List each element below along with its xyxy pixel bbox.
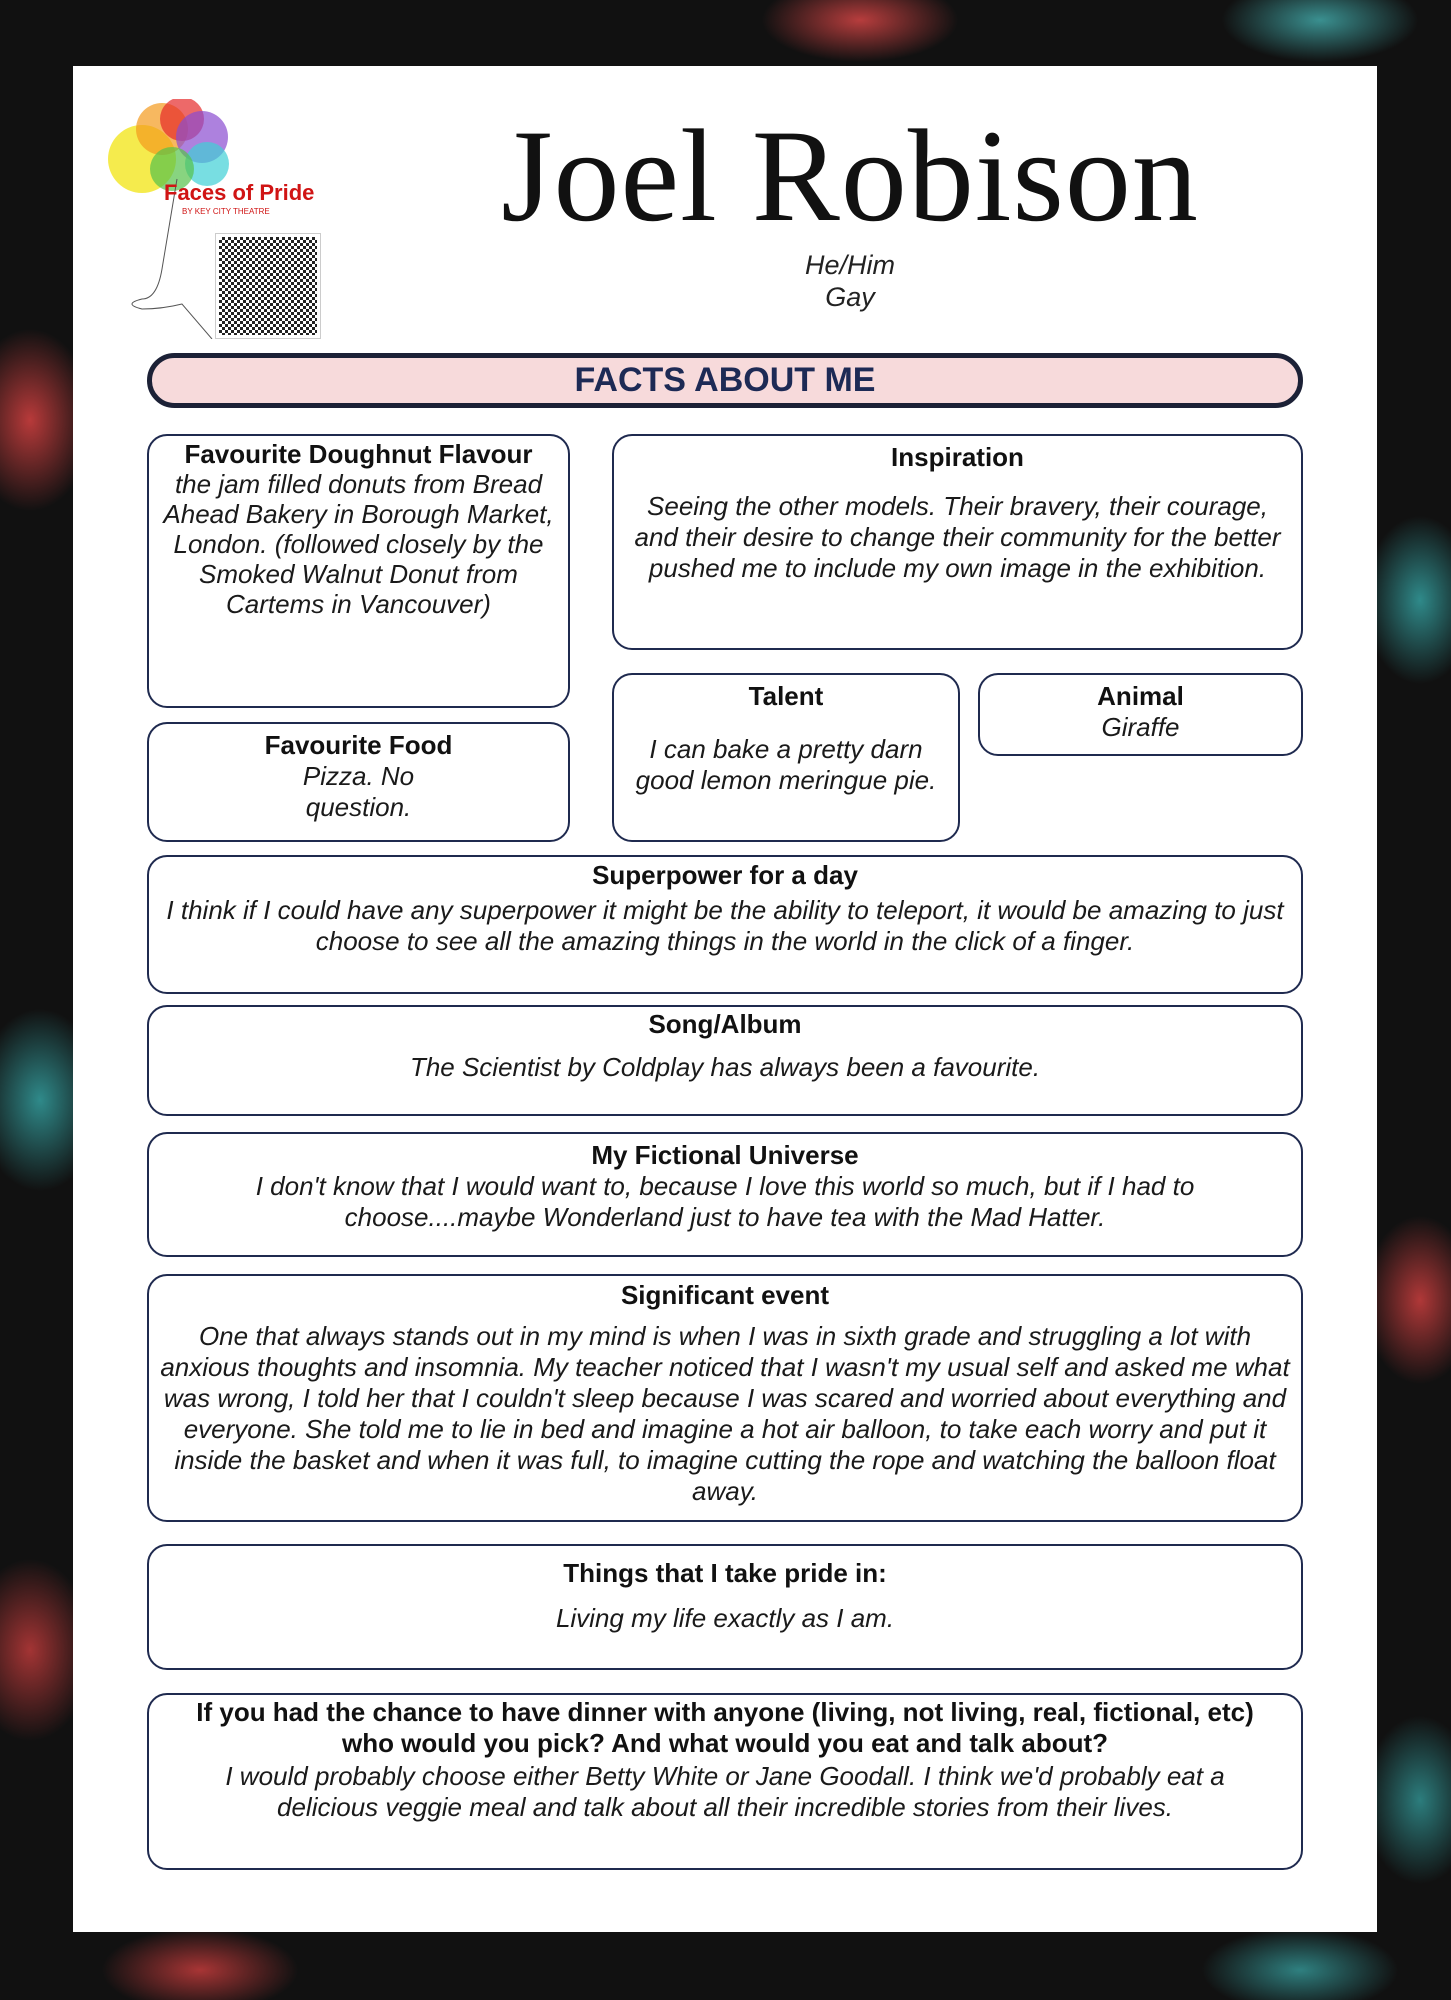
pronouns: He/Him xyxy=(804,250,895,280)
identity: Gay xyxy=(825,282,875,312)
facts-banner: FACTS ABOUT ME xyxy=(147,353,1303,408)
card-title: If you had the chance to have dinner with anyone (living, not living, real, fictional, etc) who would you pick? And what would you eat and talk about? xyxy=(196,1697,1254,1758)
card-text: Pizza. No question. xyxy=(302,761,415,822)
person-name: Joel Robison xyxy=(501,102,1199,249)
card-text: the jam filled donuts from Bread Ahead Bakery in Borough Market, London. (followed closely by the Smoked Walnut Donut from Cartems in Vancouver) xyxy=(163,469,554,619)
animal-card xyxy=(978,673,1303,756)
faces-of-pride-logo xyxy=(102,99,322,339)
card-title: My Fictional Universe xyxy=(591,1140,859,1170)
card-text: I would probably choose either Betty White or Jane Goodall. I think we'd probably eat a delicious veggie meal and talk about all their incredible stories from their lives. xyxy=(225,1761,1225,1822)
significant-event-card xyxy=(147,1274,1303,1522)
card-text: Seeing the other models. Their bravery, their courage, and their desire to change their community for the better pushed me to include my own image in the exhibition. xyxy=(634,491,1281,583)
card-title: Favourite Food xyxy=(264,730,453,760)
talent-card xyxy=(612,673,960,842)
logo-tagline: BY KEY CITY THEATRE xyxy=(182,207,270,216)
dinner-card xyxy=(147,1693,1303,1870)
card-text: I can bake a pretty darn good lemon meringue pie. xyxy=(635,734,937,795)
card-text: Giraffe xyxy=(1101,712,1180,742)
card-title: Superpower for a day xyxy=(592,860,858,890)
card-title: Favourite Doughnut Flavour xyxy=(184,439,533,469)
card-text: I don't know that I would want to, because I love this world so much, but if I had to choose....maybe Wonderland just to have tea with the Mad Hatter. xyxy=(255,1171,1195,1232)
card-title: Song/Album xyxy=(648,1009,802,1039)
pride-card xyxy=(147,1544,1303,1670)
song-card xyxy=(147,1005,1303,1116)
qr-code[interactable] xyxy=(216,234,320,338)
card-title: Talent xyxy=(748,681,824,711)
card-text: One that always stands out in my mind is when I was in sixth grade and struggling a lot with anxious thoughts and insomnia. My teacher noticed that I wasn't my usual self and asked me what was wrong, I told her that I couldn't sleep because I was scared and worried about everything and everyone. She told me to lie in bed and imagine a hot air balloon, to take each worry and put it inside the basket and when it was full, to imagine cutting the rope and watching the balloon float away. xyxy=(160,1321,1290,1506)
card-title: Significant event xyxy=(620,1280,830,1310)
inspiration-card xyxy=(612,434,1303,650)
doughnut-card xyxy=(147,434,570,708)
superpower-card xyxy=(147,855,1303,994)
card-text: I think if I could have any superpower it might be the ability to teleport, it would be amazing to just choose to see all the amazing things in the world in the click of a finger. xyxy=(166,895,1284,956)
card-title: Inspiration xyxy=(891,442,1024,472)
logo-name: Faces of Pride xyxy=(164,180,315,205)
food-card xyxy=(147,722,570,842)
card-text: The Scientist by Coldplay has always been a favourite. xyxy=(409,1052,1041,1082)
card-title: Animal xyxy=(1097,681,1184,711)
card-title: Things that I take pride in: xyxy=(563,1558,887,1588)
card-text: Living my life exactly as I am. xyxy=(555,1603,895,1633)
fictional-universe-card xyxy=(147,1132,1303,1257)
